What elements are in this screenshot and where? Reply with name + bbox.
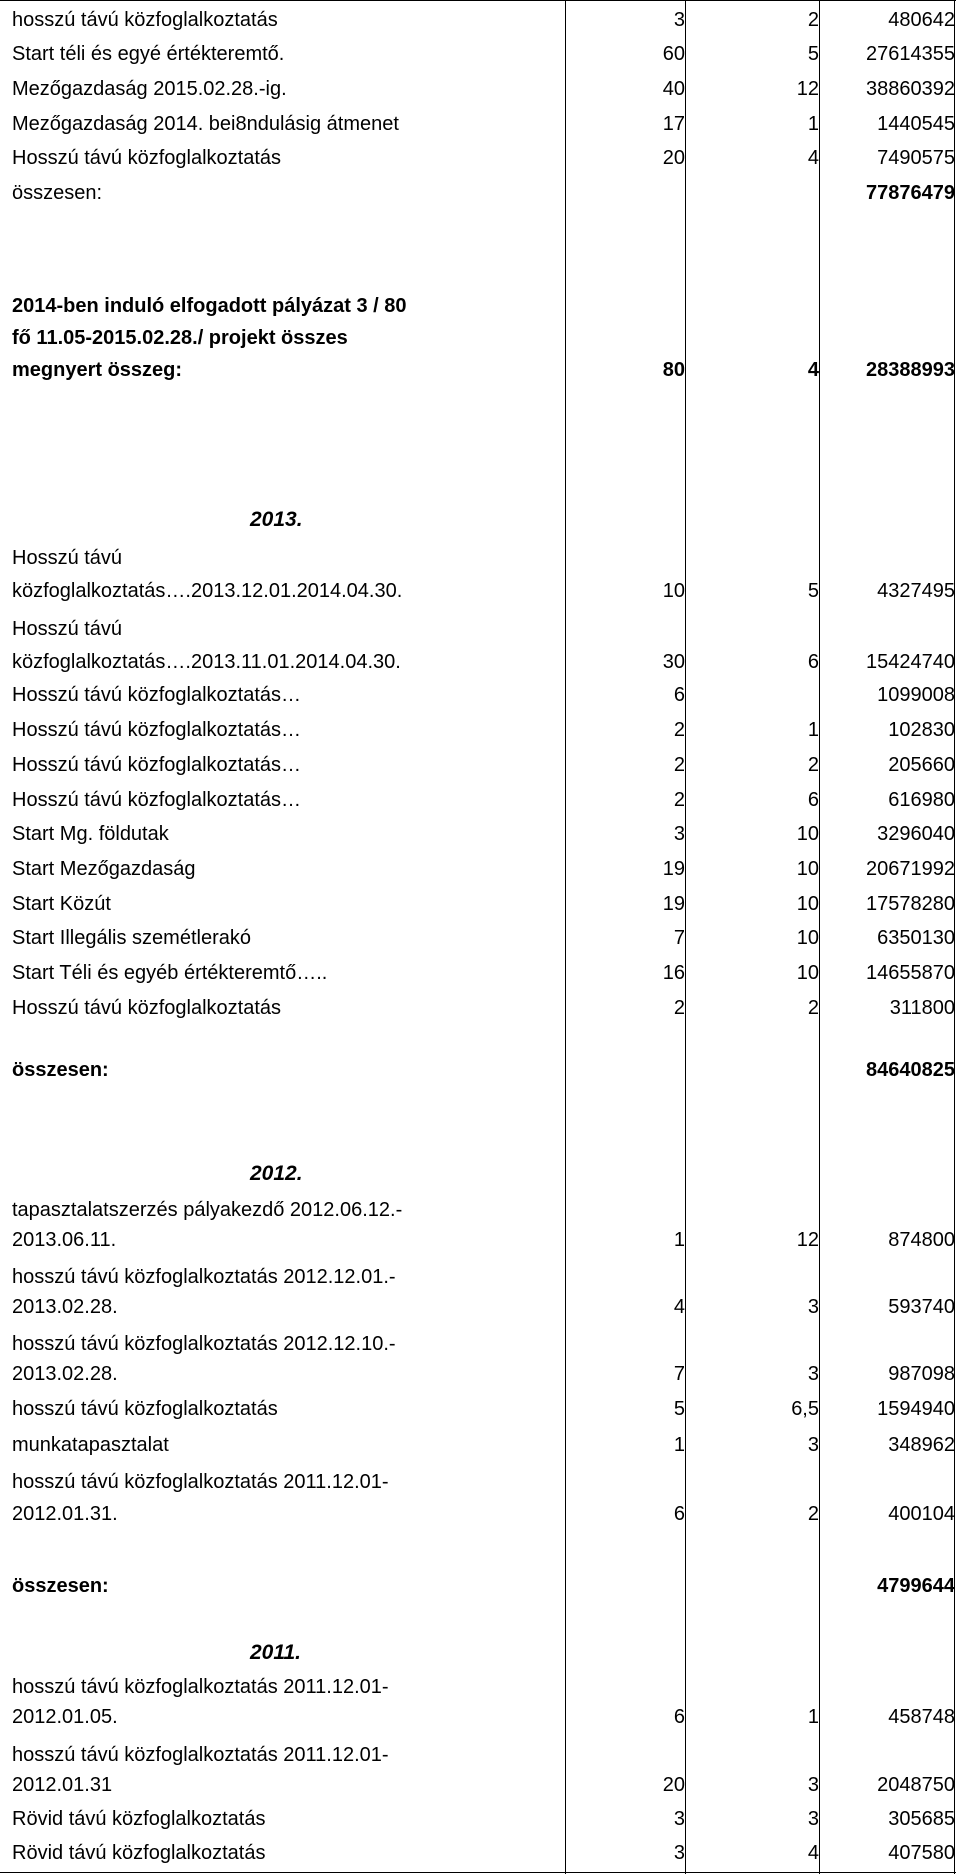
row-months: 2 [807, 9, 819, 31]
row-label: munkatapasztalat [12, 1434, 169, 1456]
row-months: 1 [807, 719, 819, 741]
row-label: Hosszú távú közfoglalkoztatás [12, 997, 282, 1019]
row-count: 60 [662, 43, 685, 65]
project-months: 4 [807, 359, 819, 381]
row-label-line: hosszú távú közfoglalkoztatás 2012.12.01.- [12, 1266, 396, 1288]
year-heading: 2013. [250, 508, 303, 531]
row-count: 19 [662, 893, 685, 915]
row-months: 6 [807, 789, 819, 811]
row-count: 6 [673, 1503, 685, 1525]
row-count: 40 [662, 78, 685, 100]
row-amount: 311800 [889, 997, 955, 1019]
row-count: 7 [673, 927, 685, 949]
row-label: hosszú távú közfoglalkoztatás [12, 9, 278, 31]
row-amount: 4327495 [877, 580, 955, 602]
row-count: 30 [662, 651, 685, 673]
row-label-line: 2012.01.05. [12, 1706, 118, 1728]
row-label: Start Közút [12, 893, 111, 915]
row-amount: 458748 [888, 1706, 955, 1728]
project-label-line: 2014-ben induló elfogadott pályázat 3 / 80 [12, 295, 407, 317]
row-amount: 616980 [888, 789, 955, 811]
row-count: 3 [673, 9, 685, 31]
total-label: összesen: [12, 1059, 109, 1081]
row-label: Mezőgazdaság 2014. bei8ndulásig átmenet [12, 113, 399, 135]
row-label: Rövid távú közfoglalkoztatás [12, 1842, 266, 1864]
row-count: 20 [662, 147, 685, 169]
total-label: összesen: [12, 1575, 109, 1597]
row-label [12, 1195, 547, 1255]
row-count: 6 [673, 1706, 685, 1728]
row-amount: 1440545 [877, 113, 955, 135]
row-amount: 15424740 [866, 651, 955, 673]
row-months: 10 [796, 962, 819, 984]
row-months: 1 [807, 1706, 819, 1728]
row-amount: 20671992 [866, 858, 955, 880]
row-amount: 400104 [888, 1503, 955, 1525]
row-label-line: hosszú távú közfoglalkoztatás 2011.12.01- [12, 1744, 389, 1766]
row-count: 2 [673, 754, 685, 776]
row-count: 16 [662, 962, 685, 984]
row-count: 2 [673, 719, 685, 741]
row-months: 10 [796, 858, 819, 880]
row-count: 2 [673, 789, 685, 811]
row-count: 17 [662, 113, 685, 135]
year-heading: 2012. [250, 1162, 303, 1185]
row-months: 2 [807, 1503, 819, 1525]
project-label-line: fő 11.05-2015.02.28./ projekt összes [12, 327, 348, 349]
row-amount: 2048750 [877, 1774, 955, 1796]
row-amount: 1099008 [877, 684, 955, 706]
row-label: Start Mg. földutak [12, 823, 169, 845]
row-label-line: 2012.01.31 [12, 1774, 113, 1796]
row-months: 3 [807, 1774, 819, 1796]
total-amount: 77876479 [866, 182, 955, 204]
project-label-line: megnyert összeg: [12, 359, 183, 381]
row-label [12, 1466, 547, 1530]
row-label: Start Illegális szemétlerakó [12, 927, 251, 949]
project-label [12, 290, 547, 386]
row-count: 3 [673, 823, 685, 845]
row-label: Start téli és egyé értékteremtő. [12, 43, 285, 65]
row-label [12, 1740, 547, 1800]
row-amount: 6350130 [877, 927, 955, 949]
row-months: 2 [807, 997, 819, 1019]
row-label-line: hosszú távú közfoglalkoztatás 2011.12.01- [12, 1471, 389, 1493]
row-amount: 38860392 [866, 78, 955, 100]
row-count: 20 [662, 1774, 685, 1796]
row-count: 7 [673, 1363, 685, 1385]
row-label-line: tapasztalatszerzés pályakezdő 2012.06.12.- [12, 1199, 403, 1221]
row-months: 3 [807, 1296, 819, 1318]
row-count: 3 [673, 1808, 685, 1830]
row-label-line: 2013.06.11. [12, 1229, 117, 1251]
row-months: 10 [796, 823, 819, 845]
row-amount: 7490575 [877, 147, 955, 169]
row-months: 6,5 [791, 1398, 819, 1420]
row-amount: 14655870 [866, 962, 955, 984]
total-amount: 4799644 [877, 1575, 955, 1597]
row-count: 6 [673, 684, 685, 706]
row-count: 3 [673, 1842, 685, 1864]
total-label: összesen: [12, 182, 103, 204]
row-months: 3 [807, 1363, 819, 1385]
row-amount: 407580 [888, 1842, 955, 1864]
row-amount: 1594940 [877, 1398, 955, 1420]
row-label-line: 2013.02.28. [12, 1296, 118, 1318]
total-amount: 84640825 [866, 1059, 955, 1081]
row-amount: 480642 [888, 9, 955, 31]
row-count: 1 [673, 1434, 685, 1456]
row-label [12, 1262, 547, 1322]
row-amount: 3296040 [877, 823, 955, 845]
row-months: 6 [807, 651, 819, 673]
row-amount: 27614355 [866, 43, 955, 65]
row-label: hosszú távú közfoglalkoztatás [12, 1398, 278, 1420]
project-count: 80 [662, 359, 685, 381]
row-months: 12 [796, 78, 819, 100]
row-label-line: 2013.02.28. [12, 1363, 118, 1385]
row-label: Mezőgazdaság 2015.02.28.-ig. [12, 78, 287, 100]
row-months: 5 [807, 580, 819, 602]
row-months: 1 [807, 113, 819, 135]
row-months: 5 [807, 43, 819, 65]
row-count: 4 [673, 1296, 685, 1318]
row-amount: 874800 [888, 1229, 955, 1251]
row-label: Rövid távú közfoglalkoztatás [12, 1808, 266, 1830]
row-divider [0, 1872, 956, 1873]
row-label: Start Mezőgazdaság [12, 858, 196, 880]
row-amount: 205660 [888, 754, 955, 776]
row-amount: 987098 [888, 1363, 955, 1385]
row-label: Hosszú távú közfoglalkoztatás… [12, 684, 302, 706]
row-months: 3 [807, 1434, 819, 1456]
row-amount: 593740 [888, 1296, 955, 1318]
row-label-line: hosszú távú közfoglalkoztatás 2012.12.10.- [12, 1333, 396, 1355]
project-amount: 28388993 [866, 359, 955, 381]
row-label-line: hosszú távú közfoglalkoztatás 2011.12.01- [12, 1676, 389, 1698]
row-label-line: Hosszú távú [12, 618, 123, 640]
row-months: 10 [796, 927, 819, 949]
row-label-line: közfoglalkoztatás….2013.11.01.2014.04.30. [12, 651, 401, 673]
row-months: 10 [796, 893, 819, 915]
year-heading: 2011. [250, 1641, 301, 1664]
row-amount: 102830 [888, 719, 955, 741]
row-months: 4 [807, 1842, 819, 1864]
row-label-line: 2012.01.31. [12, 1503, 118, 1525]
row-label-line: közfoglalkoztatás….2013.12.01.2014.04.30. [12, 580, 403, 602]
row-amount: 305685 [888, 1808, 955, 1830]
row-label [12, 1672, 547, 1732]
row-label: Start Téli és egyéb értékteremtő….. [12, 962, 328, 984]
row-label: Hosszú távú közfoglalkoztatás… [12, 754, 302, 776]
row-amount: 17578280 [866, 893, 955, 915]
row-count: 5 [673, 1398, 685, 1420]
row-amount: 348962 [888, 1434, 955, 1456]
row-count: 2 [673, 997, 685, 1019]
row-months: 12 [796, 1229, 819, 1251]
row-months: 2 [807, 754, 819, 776]
row-label: Hosszú távú közfoglalkoztatás… [12, 719, 302, 741]
row-months: 4 [807, 147, 819, 169]
row-label [12, 542, 547, 608]
row-label: Hosszú távú közfoglalkoztatás… [12, 789, 302, 811]
row-count: 1 [673, 1229, 685, 1251]
row-label [12, 1329, 547, 1389]
row-count: 19 [662, 858, 685, 880]
row-label-line: Hosszú távú [12, 547, 123, 569]
row-months: 3 [807, 1808, 819, 1830]
row-label: Hosszú távú közfoglalkoztatás [12, 147, 282, 169]
row-label [12, 613, 547, 679]
row-count: 10 [662, 580, 685, 602]
row-divider [0, 0, 956, 1]
